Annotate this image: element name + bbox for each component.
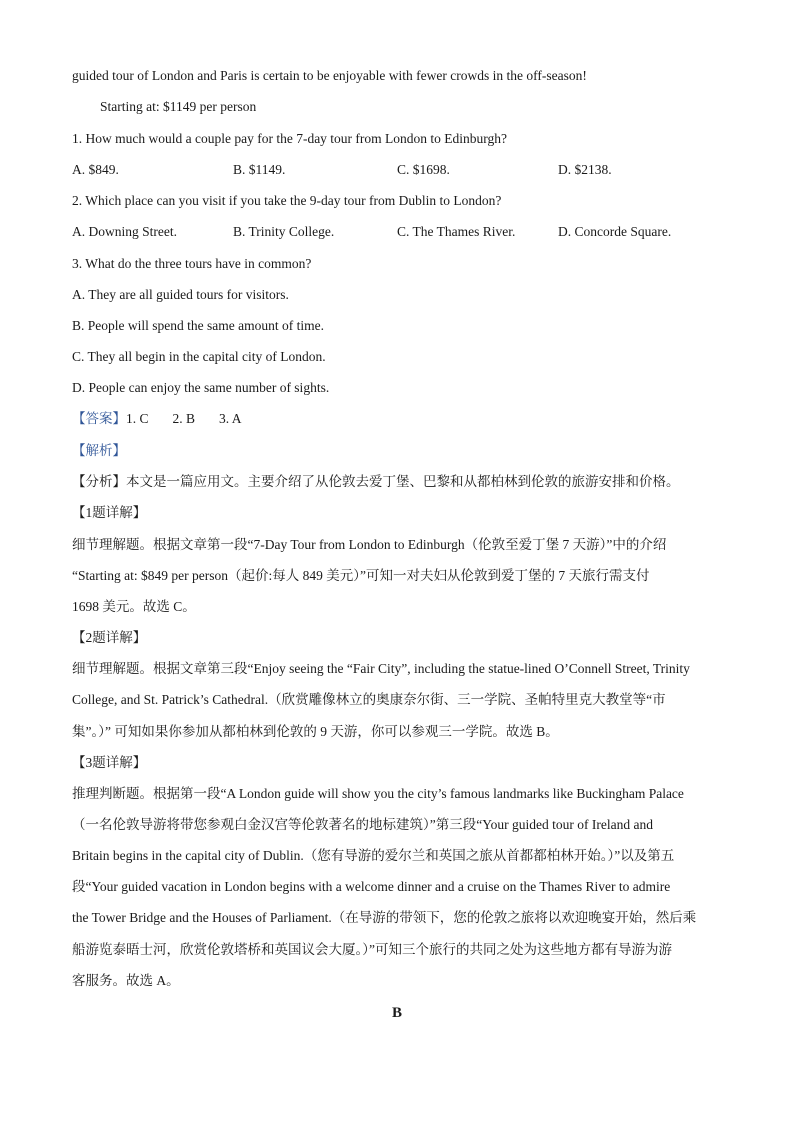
passage-price: Starting at: $1149 per person [100,99,257,114]
detail-2-line-1: 细节理解题。根据文章第三段“Enjoy seeing the “Fair City”, including the statue-lined O’Connell Street, Trinity [72,661,690,676]
answer-item-2: 2. B [172,411,196,426]
analysis-label: 【解析】 [72,443,126,458]
answer-item-3: 3. A [219,411,242,426]
passage-intro-tail: guided tour of London and Paris is certain to be enjoyable with fewer crowds in the off-season! [72,68,587,83]
question-2-stem: 2. Which place can you visit if you take the 9-day tour from Dublin to London? [72,193,502,208]
detail-1-line-1: 细节理解题。根据文章第一段“7-Day Tour from London to Edinburgh（伦敦至爱丁堡 7 天游）”中的介绍 [72,537,667,552]
question-1-option-b: B. $1149. [233,162,286,177]
detail-3-line-3: Britain begins in the capital city of Dublin.（您有导游的爱尔兰和英国之旅从首都都柏林开始。）”以及第五 [72,848,675,863]
question-3-option-c: C. They all begin in the capital city of London. [72,349,326,364]
detail-2-heading: 【2题详解】 [72,630,147,645]
detail-3-line-5: the Tower Bridge and the Houses of Parliament.（在导游的带领下，您的伦敦之旅将以欢迎晚宴开始，然后乘 [72,910,697,925]
summary-label: 【分析】 [72,474,126,489]
question-3-option-a: A. They are all guided tours for visitors. [72,287,289,302]
detail-1-line-2: “Starting at: $849 per person（起价:每人 849 美元）”可知一对夫妇从伦敦到爱丁堡的 7 天旅行需支付 [72,568,650,583]
question-2-option-c: C. The Thames River. [397,224,516,239]
detail-2-line-2: College, and St. Patrick’s Cathedral.（欣赏雕像林立的奥康奈尔街、三一学院、圣帕特里克大教堂等“市 [72,692,666,707]
answer-item-1: 1. C [126,411,149,426]
detail-1-heading: 【1题详解】 [72,505,147,520]
question-2-options [72,223,722,241]
detail-3-line-6: 船游览泰晤士河，欣赏伦敦塔桥和英国议会大厦。）”可知三个旅行的共同之处为这些地方都有导游为游 [72,942,672,957]
detail-3-heading: 【3题详解】 [72,755,147,770]
answer-row [72,410,242,428]
detail-3-line-2: （一名伦敦导游将带您参观白金汉宫等伦敦著名的地标建筑）”第三段“Your guided tour of Ireland and [72,817,653,832]
question-2-option-b: B. Trinity College. [233,224,335,239]
summary-row [72,473,680,491]
detail-3-line-1: 推理判断题。根据第一段“A London guide will show you the city’s famous landmarks like Buckingham Palace [72,786,684,801]
question-2-option-d: D. Concorde Square. [558,224,672,239]
summary-text: 本文是一篇应用文。主要介绍了从伦敦去爱丁堡、巴黎和从都柏林到伦敦的旅游安排和价格。 [126,474,680,489]
answer-label: 【答案】 [72,411,126,426]
question-1-option-d: D. $2138. [558,162,612,177]
detail-3-line-4: 段“Your guided vacation in London begins with a welcome dinner and a cruise on the Thames River to admire [72,879,671,894]
detail-1-line-3: 1698 美元。故选 C。 [72,599,196,614]
question-1-option-a: A. $849. [72,162,119,177]
question-1-stem: 1. How much would a couple pay for the 7-day tour from London to Edinburgh? [72,131,508,146]
question-3-stem: 3. What do the three tours have in common? [72,256,312,271]
question-1-options [72,161,722,179]
section-marker: B [391,1005,402,1021]
question-3-option-d: D. People can enjoy the same number of sights. [72,380,330,395]
question-3-option-b: B. People will spend the same amount of time. [72,318,324,333]
detail-3-line-7: 客服务。故选 A。 [72,973,180,988]
question-1-option-c: C. $1698. [397,162,450,177]
question-2-option-a: A. Downing Street. [72,224,177,239]
detail-2-line-3: 集”。）” 可知如果你参加从都柏林到伦敦的 9 天游，你可以参观三一学院。故选 B。 [72,724,559,739]
